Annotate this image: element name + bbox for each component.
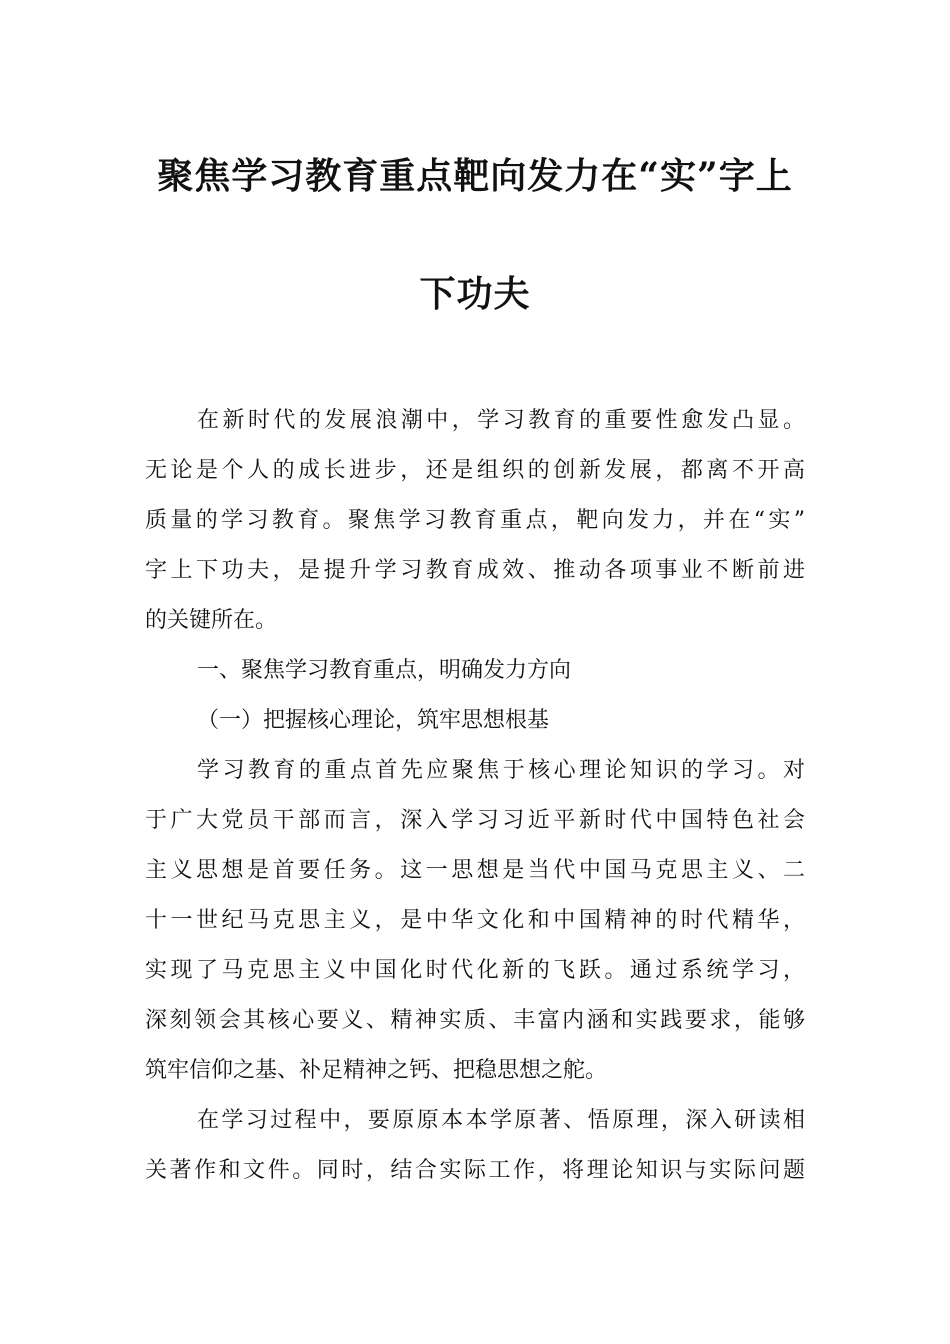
paragraph-line: 在学习过程中，要原原本本学原著、悟原理，深入研读相 (197, 1108, 805, 1133)
section-heading: 一、聚焦学习教育重点，明确发力方向 (197, 658, 572, 683)
paragraph-line: 筑牢信仰之基、补足精神之钙、把稳思想之舵。 (145, 1058, 608, 1083)
paragraph-line: 的关键所在。 (145, 608, 278, 633)
paragraph-line: 主义思想是首要任务。这一思想是当代中国马克思主义、二 (145, 858, 805, 883)
paragraph-line: 关著作和文件。同时，结合实际工作，将理论知识与实际问题 (145, 1158, 805, 1183)
paragraph-line: 在新时代的发展浪潮中，学习教育的重要性愈发凸显。 (197, 408, 805, 433)
paragraph-line: 十一世纪马克思主义，是中华文化和中国精神的时代精华， (145, 908, 805, 933)
paragraph-line: 实现了马克思主义中国化时代化新的飞跃。通过系统学习， (145, 958, 805, 983)
paragraph-line: 无论是个人的成长进步，还是组织的创新发展，都离不开高 (145, 458, 805, 483)
paragraph-line: 学习教育的重点首先应聚焦于核心理论知识的学习。对 (197, 758, 805, 783)
paragraph-line: 深刻领会其核心要义、精神实质、丰富内涵和实践要求，能够 (145, 1008, 805, 1033)
document-title-line-1: 聚焦学习教育重点靶向发力在“实”字上 (157, 155, 793, 197)
section-heading: （一）把握核心理论，筑牢思想根基 (197, 708, 550, 733)
paragraph-line: 质量的学习教育。聚焦学习教育重点，靶向发力，并在“实” (145, 508, 805, 533)
document-title-line-2: 下功夫 (419, 273, 531, 315)
paragraph-line: 于广大党员干部而言，深入学习习近平新时代中国特色社会 (145, 808, 805, 833)
paragraph-line: 字上下功夫，是提升学习教育成效、推动各项事业不断前进 (145, 558, 805, 583)
